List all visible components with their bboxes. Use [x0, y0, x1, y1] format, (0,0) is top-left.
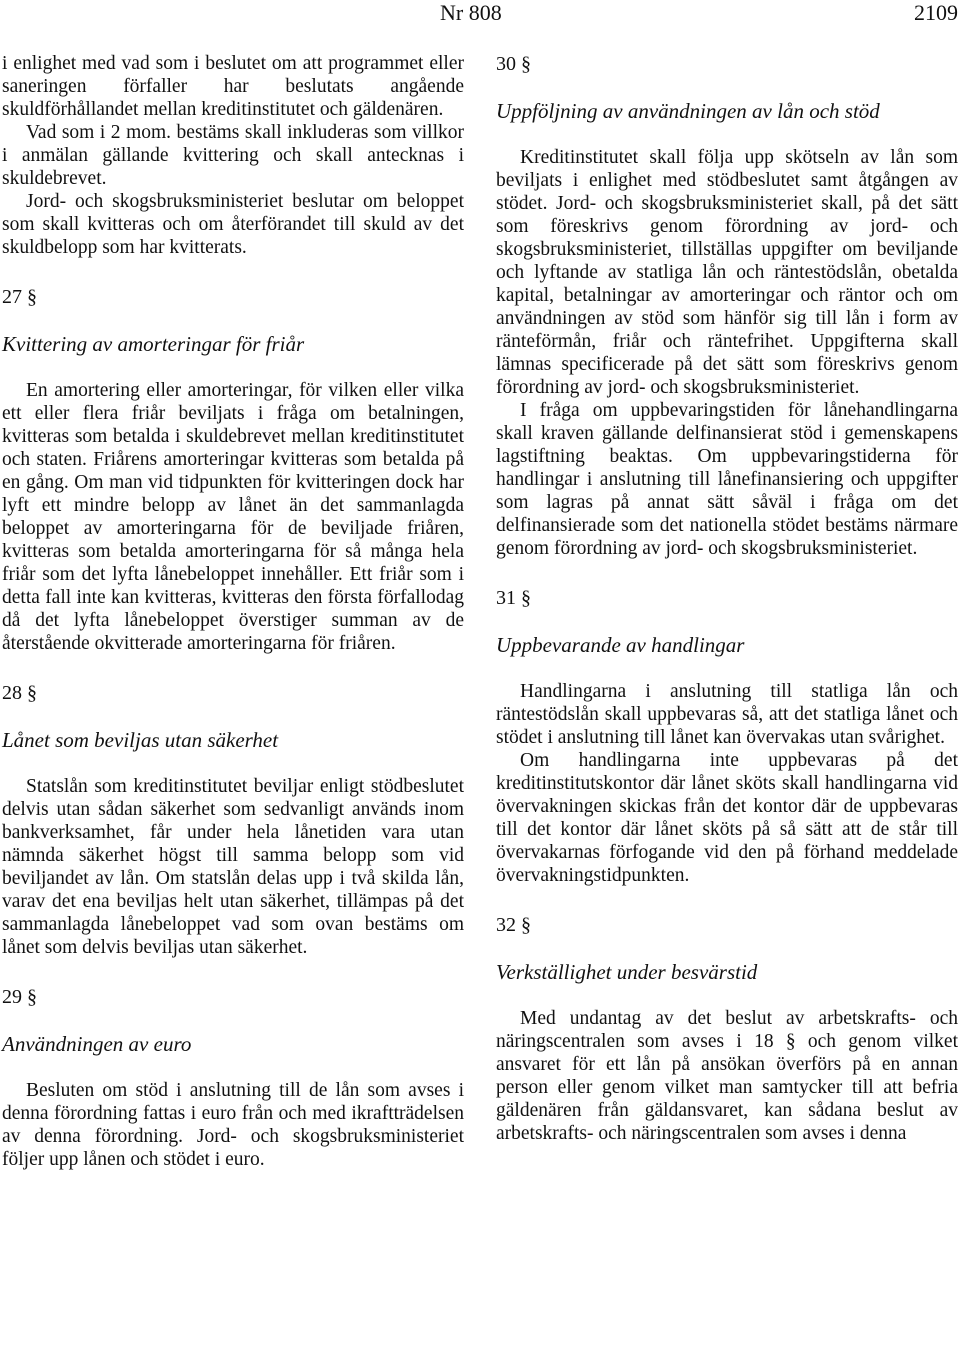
section-27-title: Kvittering av amorteringar för friår: [2, 332, 305, 356]
section-29-title: Användningen av euro: [2, 1032, 192, 1056]
section-27-paragraph: En amortering eller amorteringar, för vilken eller vilka ett eller flera friår beviljats i fråga om betalningen, kvitteras som betalda i skuldebrevet mellan kreditinstitutet och staten. Friårens amorteringar kvitteras som betalda på en gång. Om man vid tidpunkten för kvitteringen dock har lyft ett mindre belopp av lånet än det sammanlagda beloppet av amorteringarna för de beviljade friåren, kvitteras som betalda amorteringarna för så många hela friår som det lyfta lånebeloppet innehåller. Ett friår som i detta fall inte kan kvitteras, kvitteras den första förfallodag då det lyfta lånebeloppet överstiger summan av de återstående okvitterade amorteringarna för friåren.: [2, 380, 464, 654]
section-31-paragraph-2: Om handlingarna inte uppbevaras på det kreditinstitutskontor där lånet sköts skall handlingarna vid övervakningen skickas från det kontor där de uppbevaras till det kontor där lånet sköts på så sätt att de står till övervakarnas förfogande vid den på förhand meddelade övervakningstidpunkten.: [496, 750, 958, 886]
section-31-paragraph-1: Handlingarna i anslutning till statliga lån och räntestödslån skall uppbevaras så, att det statliga lånet och stödet i anslutning till lånet kan övervakas utan svårighet.: [496, 681, 958, 748]
page-number: 2109: [914, 0, 958, 25]
left-column: [2, 52, 464, 1171]
section-29-number: 29 §: [2, 986, 37, 1008]
section-29-paragraph: Besluten om stöd i anslutning till de lån som avses i denna förordning fattas i euro från och med ikraftträdelsen av denna förordning. Jord- och skogsbruksministeriet följer upp lånen och stödet i euro.: [2, 1080, 464, 1170]
section-28-paragraph: Statslån som kreditinstitutet beviljar enligt stödbeslutet delvis utan sådan säkerhet som sedvanligt används inom bankverksamhet, får under hela lånetiden vara utan nämnda säkerhet högst till samma belopp som vid beviljandet av lån. Om statslån delas upp i två skilda lån, varav det ena beviljas helt utan säkerhet, tillämpas på det sammanlagda lånebeloppet vad som ovan bestäms om lånet som delvis beviljas utan säkerhet.: [2, 776, 464, 958]
section-31-number: 31 §: [496, 587, 531, 609]
section-30-number: 30 §: [496, 53, 531, 75]
section-28-number: 28 §: [2, 682, 37, 704]
intro-paragraph-3: Jord- och skogsbruksministeriet beslutar om beloppet som skall kvitteras och om återförandet till skuld av det skuldbelopp som har kvitterats.: [2, 191, 464, 258]
section-32-paragraph: Med undantag av det beslut av arbetskrafts- och näringscentralen som avses i 18 § och genom vilket ansvaret för ett lån på ansökan överförs på en annan person eller genom vilket man samtycker till att befria gäldenären från gäldansvaret, kan sådana beslut av arbetskrafts- och näringscentralen som avses i denna: [496, 1008, 958, 1144]
section-32-number: 32 §: [496, 914, 531, 936]
right-column: [496, 52, 958, 1145]
section-32-title: Verkställighet under besvärstid: [496, 960, 758, 984]
intro-paragraph-2: Vad som i 2 mom. bestäms skall inkluderas som villkor i anmälan gällande kvittering och skall antecknas i skuldebrevet.: [2, 122, 464, 189]
section-31-title: Uppbevarande av handlingar: [496, 633, 745, 657]
section-30-paragraph-1: Kreditinstitutet skall följa upp skötseln av lån som beviljats i enlighet med stödbeslutet samt åtgången av stödet. Jord- och skogsbruksministeriet skall, på det sätt som föreskrivs genom förordning av jord- och skogsbruksministeriet, tillställas uppgifter om beviljande och lyftande av statliga lån och räntestödslån, obetalda kapital, betalningar av amorteringar och räntor och om användningen av stöd som hänför sig till lån i form av ränteförmån, friår och räntefrihet. Uppgifterna skall lämnas specificerade på det sätt som föreskrivs genom förordning av jord- och skogsbruksministeriet.: [496, 147, 958, 398]
publication-number: Nr 808: [440, 0, 502, 25]
page-header: [0, 0, 960, 30]
section-30-title: Uppföljning av användningen av lån och stöd: [496, 99, 880, 123]
section-27-number: 27 §: [2, 286, 37, 308]
intro-paragraph-1: i enlighet med vad som i beslutet om att programmet eller saneringen förfaller har beslutats angående skuldförhållandet mellan kreditinstitutet och gäldenären.: [2, 53, 464, 120]
section-28-title: Lånet som beviljas utan säkerhet: [2, 728, 279, 752]
section-30-paragraph-2: I fråga om uppbevaringstiden för lånehandlingarna skall kraven gällande delfinansierat stöd i gemenskapens lagstiftning beaktas. Om uppbevaringstiderna för handlingar i anslutning till lånefinansiering och uppgifter som lagras på annat sätt såväl i fråga om det delfinansierade som det nationella stödet bestäms närmare genom förordning av jord- och skogsbruksministeriet.: [496, 400, 958, 559]
